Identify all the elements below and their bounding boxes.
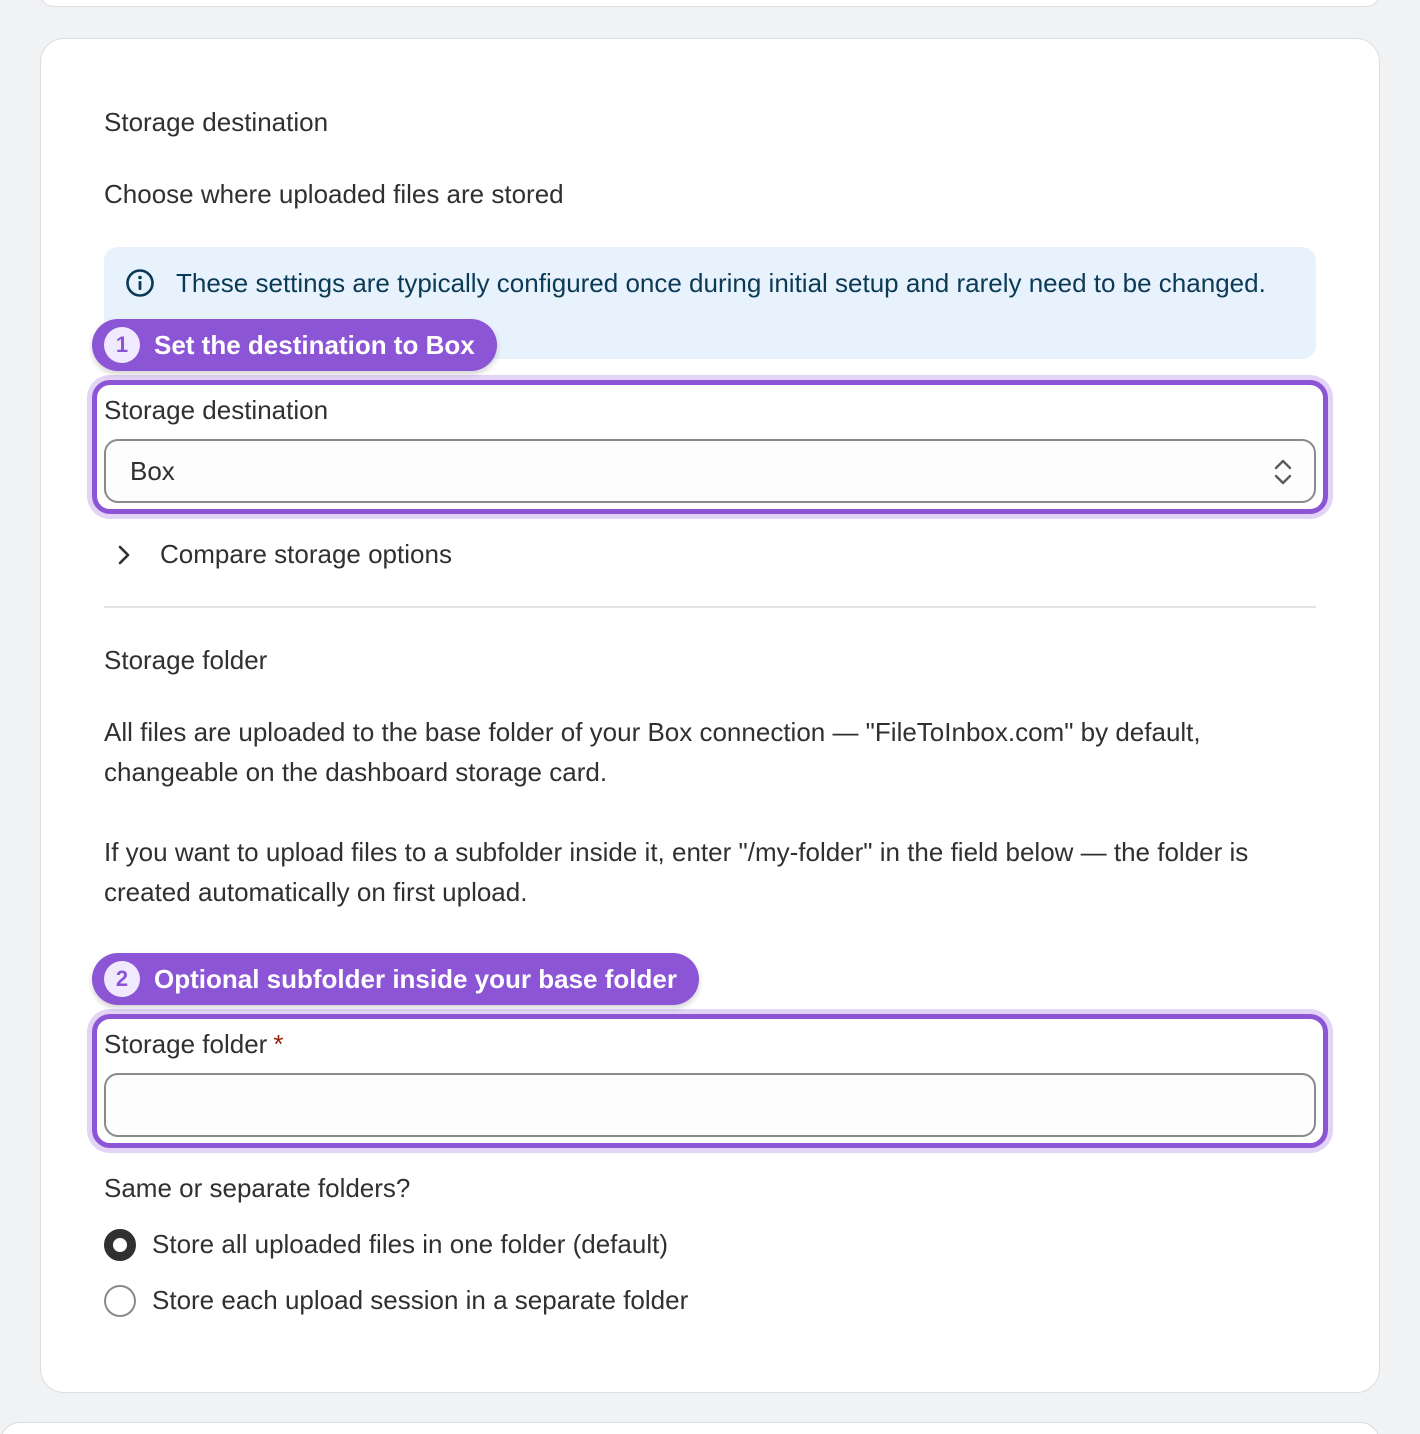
storage-destination-select[interactable] bbox=[104, 439, 1316, 503]
divider bbox=[104, 606, 1316, 608]
previous-card bbox=[40, 0, 1380, 7]
storage-destination-label: Storage destination bbox=[104, 395, 329, 425]
storage-folder-label bbox=[104, 1024, 283, 1064]
callout-step-2 bbox=[92, 953, 699, 1005]
select-arrows-icon bbox=[1272, 457, 1294, 487]
storage-folder-title: Storage folder bbox=[104, 645, 268, 675]
compare-storage-options-toggle[interactable]: Compare storage options bbox=[160, 539, 452, 569]
callout-step-text: Optional subfolder inside your base folder bbox=[154, 963, 677, 994]
radio-one-folder-label[interactable]: Store all uploaded files in one folder (default) bbox=[152, 1229, 668, 1259]
callout-step-1 bbox=[92, 319, 497, 371]
callout-step-number: 1 bbox=[104, 327, 140, 363]
storage-folder-label-text: Storage folder bbox=[104, 1029, 268, 1059]
section-title: Storage destination bbox=[104, 107, 329, 137]
callout-step-text: Set the destination to Box bbox=[154, 329, 475, 360]
storage-folder-input[interactable] bbox=[104, 1073, 1316, 1137]
storage-folder-description-2: If you want to upload files to a subfolder inside it, enter "/my-folder" in the field below — the folder is created automatically on first upload. bbox=[104, 837, 1249, 907]
section-description: Choose where uploaded files are stored bbox=[104, 179, 564, 209]
folder-mode-question: Same or separate folders? bbox=[104, 1173, 411, 1203]
next-card bbox=[0, 1422, 1380, 1434]
radio-one-folder[interactable] bbox=[104, 1229, 136, 1261]
storage-folder-description-1: All files are uploaded to the base folder of your Box connection — "FileToInbox.com" by default, changeable on the dashboard storage card. bbox=[104, 717, 1201, 787]
info-icon bbox=[124, 267, 156, 299]
storage-destination-value: Box bbox=[130, 456, 175, 486]
required-marker: * bbox=[273, 1029, 284, 1059]
radio-separate-folder[interactable] bbox=[104, 1285, 136, 1317]
info-banner-text: These settings are typically configured once during initial setup and rarely need to be changed. bbox=[176, 268, 1266, 298]
radio-separate-folder-label[interactable]: Store each upload session in a separate folder bbox=[152, 1285, 689, 1315]
chevron-right-icon[interactable] bbox=[112, 541, 136, 569]
callout-step-number: 2 bbox=[104, 961, 140, 997]
